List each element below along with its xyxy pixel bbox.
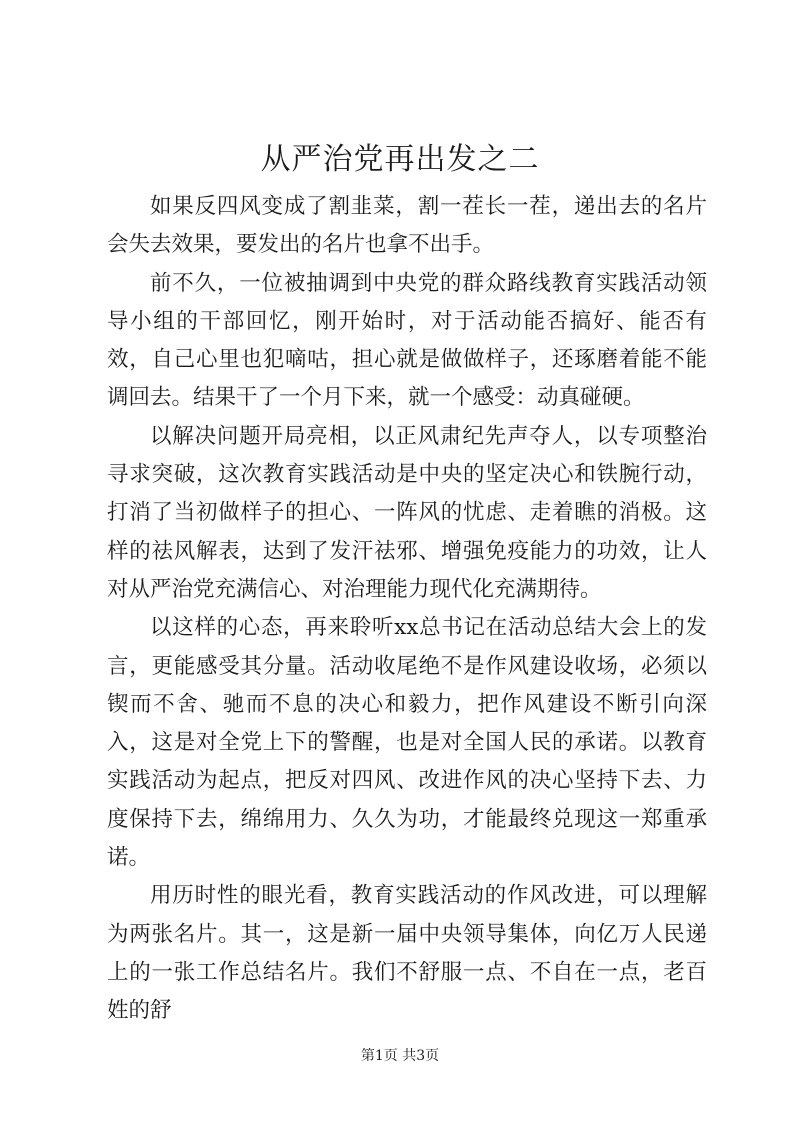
paragraph: 以解决问题开局亮相，以正风肃纪先声夺人，以专项整治寻求突破，这次教育实践活动是中央的坚定决心和铁腕行动，打消了当初做样子的担心、一阵风的忧虑、走着瞧的消极。这样的祛风解表，达到了发汗祛邪、增强免疫能力的功效，让人对从严治党充满信心、对治理能力现代化充满期待。 bbox=[107, 423, 707, 602]
paragraph: 以这样的心态，再来聆听xx总书记在活动总结大会上的发言，更能感受其分量。活动收尾绝不是作风建设收场，必须以锲而不舍、驰而不息的决心和毅力，把作风建设不断引向深入，这是对全党上下的警醒，也是对全国人民的承诺。以教育实践活动为起点，把反对四风、改进作风的决心坚持下去、力度保持下去，绵绵用力、久久为功，才能最终兑现这一郑重承诺。 bbox=[107, 615, 707, 871]
document-title: 从严治党再出发之二 bbox=[260, 142, 540, 177]
page-footer: 第1页 共3页 bbox=[360, 1048, 440, 1064]
paragraph: 如果反四风变成了割韭菜，割一茬长一茬，递出去的名片会失去效果，要发出的名片也拿不出手。 bbox=[107, 194, 707, 258]
document-body bbox=[107, 188, 707, 1031]
paragraph: 前不久，一位被抽调到中央党的群众路线教育实践活动领导小组的干部回忆，刚开始时，对于活动能否搞好、能否有效，自己心里也犯嘀咕，担心就是做做样子，还琢磨着能不能调回去。结果干了一个月下来，就一个感受：动真碰硬。 bbox=[107, 270, 707, 411]
paragraph: 用历时性的眼光看，教育实践活动的作风改进，可以理解为两张名片。其一，这是新一届中央领导集体，向亿万人民递上的一张工作总结名片。我们不舒服一点、不自在一点，老百姓的舒 bbox=[107, 883, 707, 1024]
